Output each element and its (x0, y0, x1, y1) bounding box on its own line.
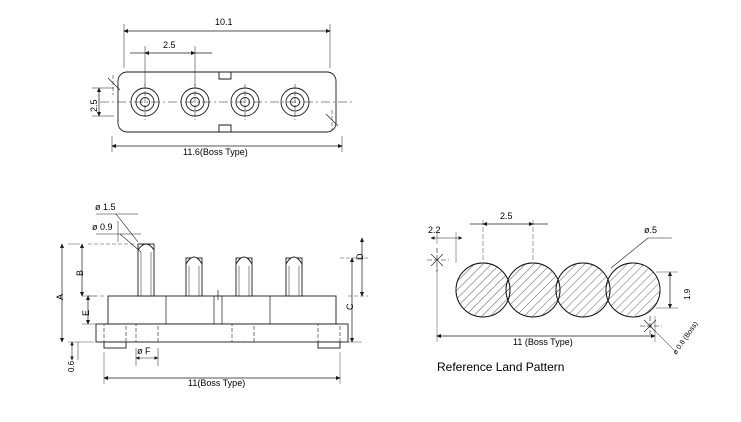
dim-side-foot: 0.6 (67, 360, 76, 372)
dim-pin-dia-small: ø 0.9 (92, 222, 113, 232)
dim-side-B: B (75, 269, 85, 276)
dim-land-pad-dia: ø.5 (644, 225, 658, 235)
land-pattern-group (427, 218, 678, 352)
dim-land-edge: 2.2 (428, 225, 441, 235)
dim-side-F: ø F (137, 346, 151, 356)
dim-side-E: E (81, 309, 91, 316)
dim-land-pitch: 2.5 (500, 211, 513, 221)
dim-pin-dia-large: ø 1.5 (95, 202, 116, 212)
dim-top-pitch: 2.5 (163, 40, 176, 50)
top-view-group (89, 24, 352, 152)
dim-side-D: D (355, 253, 365, 260)
dim-side-C: C (345, 303, 355, 310)
dim-top-row-height: 2.5 (89, 99, 99, 112)
dim-side-boss-length: 11(Boss Type) (188, 378, 246, 388)
dim-top-overall-length: 10.1 (215, 17, 233, 27)
dim-top-boss-length: 11.6(Boss Type) (183, 147, 248, 157)
side-view-group (62, 214, 368, 384)
dim-land-right-vert: 1.9 (683, 288, 692, 300)
dim-land-boss-hole: ø 0.8 (Boss) (672, 320, 700, 357)
dim-side-A: A (55, 293, 65, 300)
reference-land-pattern-title: Reference Land Pattern (437, 360, 565, 374)
dim-land-total: 11 (Boss Type) (513, 337, 573, 347)
